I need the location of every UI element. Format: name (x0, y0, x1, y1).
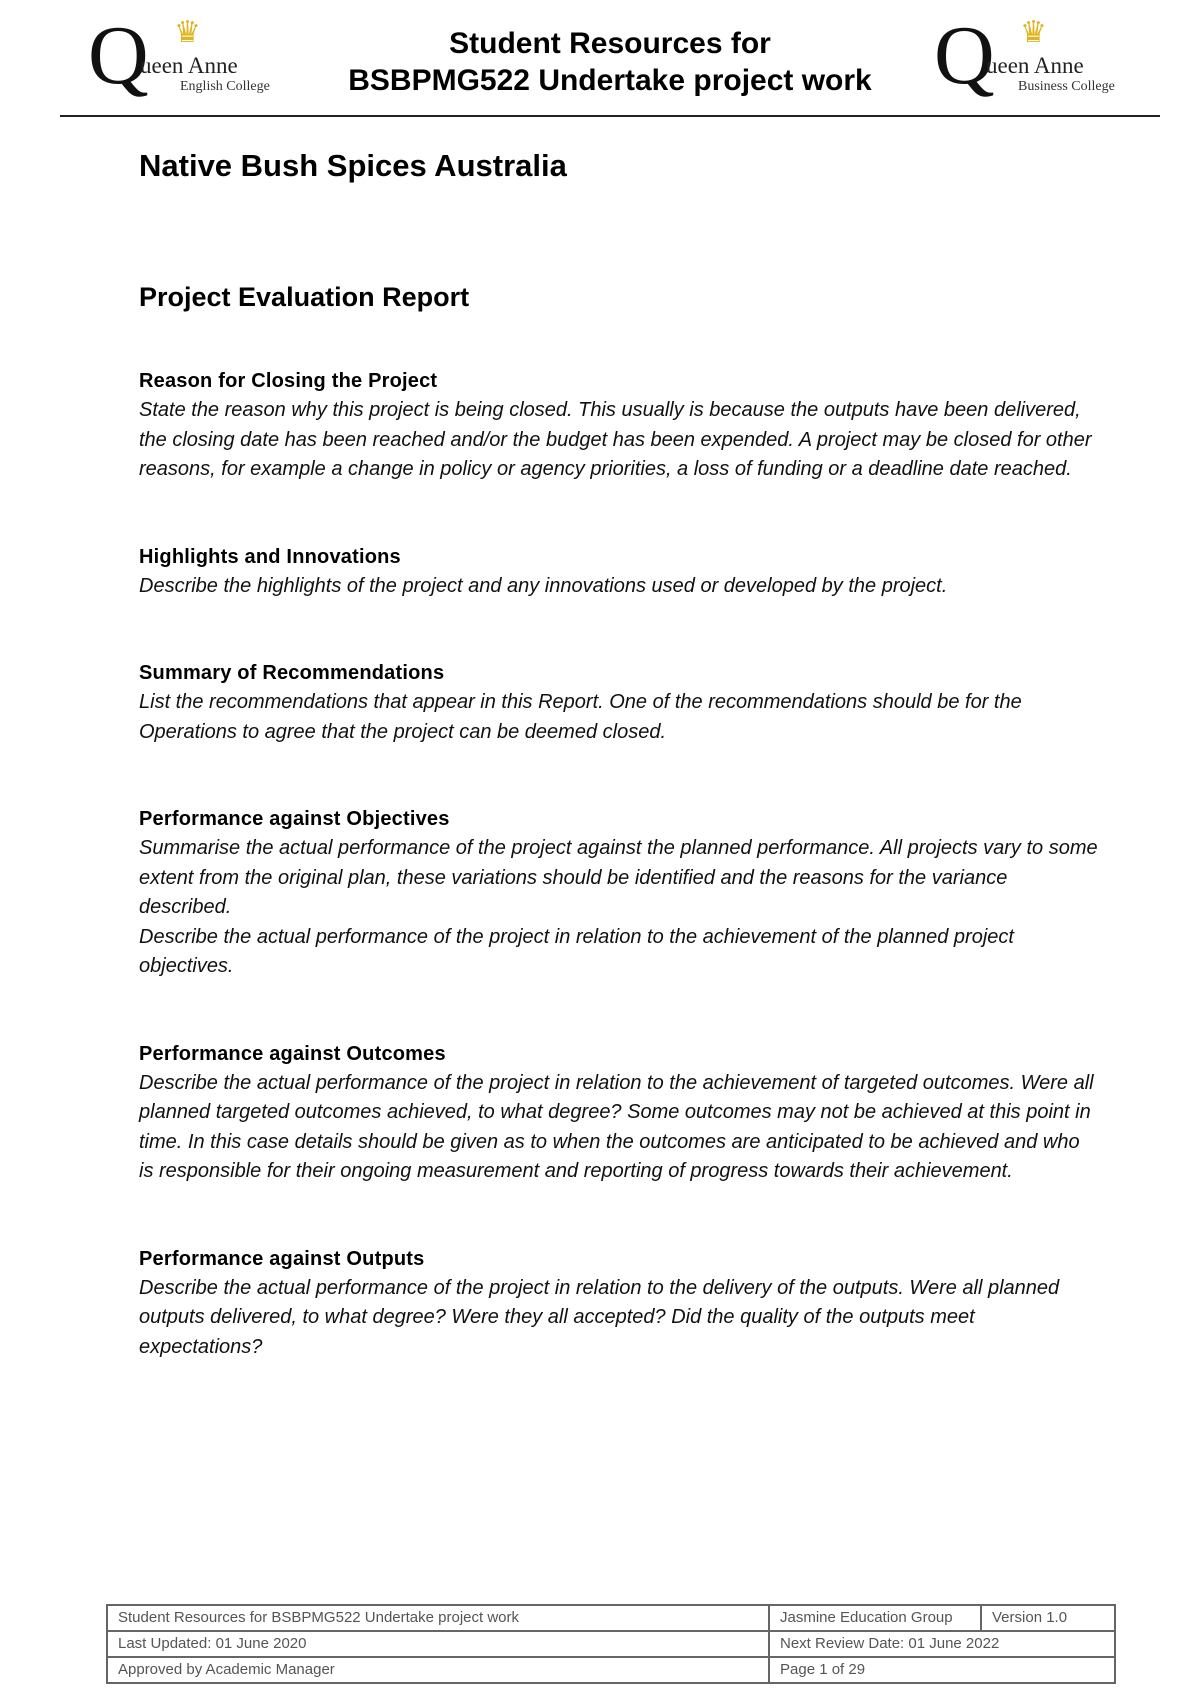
footer-page-number: Page 1 of 29 (769, 1657, 1115, 1683)
footer-row (107, 1605, 1115, 1631)
logo-letter: Q (934, 9, 995, 102)
section-performance-against-objectives (139, 804, 1099, 982)
logo-subtitle: English College (180, 79, 270, 94)
footer-version: Version 1.0 (981, 1605, 1115, 1631)
queen-anne-business-college-logo (934, 9, 1134, 106)
section-text: Describe the actual performance of the project in relation to the achievement of targeted outcomes. Were all planned targeted outcomes achieved, to what degree? Some outcomes may not be achieved at this point in time. In this case details should be given as to when the outcomes are anticipated to be achieved and who is responsible for their ongoing measurement and reporting of progress towards their achievement. (139, 1071, 1094, 1182)
logo-subtitle: Business College (1018, 79, 1115, 94)
page-footer (106, 1604, 1116, 1684)
section-text: Describe the actual performance of the project in relation to the delivery of the outputs. Were all planned outputs delivered, to what degree? Were they all accepted? Did the quality of the outputs meet expectations? (139, 1276, 1060, 1358)
section-heading: Highlights and Innovations (139, 545, 401, 568)
header-title (310, 25, 910, 99)
logo-name: ueen Anne (140, 53, 238, 78)
footer-last-updated: Last Updated: 01 June 2020 (107, 1631, 769, 1657)
section-heading: Performance against Outputs (139, 1247, 425, 1270)
section-text: Describe the actual performance of the project in relation to the achievement of the planned project objectives. (139, 925, 1014, 977)
section-heading: Performance against Outcomes (139, 1042, 446, 1065)
section-highlights-and-innovations (139, 542, 1099, 602)
section-text: State the reason why this project is being closed. This usually is because the outputs have been delivered, the closing date has been reached and/or the budget has been expended. A project may be closed for other reasons, for example a change in policy or agency priorities, a loss of funding or a deadline date reached. (139, 399, 1092, 480)
section-reason-for-closing (139, 366, 1099, 485)
footer-next-review: Next Review Date: 01 June 2022 (769, 1631, 1115, 1657)
queen-anne-english-college-logo (88, 9, 288, 106)
section-heading: Summary of Recommendations (139, 662, 445, 684)
section-performance-against-outcomes (139, 1039, 1099, 1187)
crown-icon: ♛ (174, 16, 201, 49)
logo-name: ueen Anne (986, 53, 1084, 78)
document-body (139, 146, 1099, 1362)
section-summary-of-recommendations (139, 658, 1099, 747)
footer-approved: Approved by Academic Manager (107, 1657, 769, 1683)
section-text: Summarise the actual performance of the project against the planned performance. All projects vary to some extent from the original plan, these variations should be identified and the reasons for the variance described. (139, 837, 1098, 918)
footer-row (107, 1631, 1115, 1657)
crown-icon: ♛ (1020, 16, 1047, 49)
company-name: Native Bush Spices Australia (139, 148, 567, 183)
report-title: Project Evaluation Report (139, 282, 470, 312)
footer-resource: Student Resources for BSBPMG522 Undertake project work (107, 1605, 769, 1631)
section-performance-against-outputs (139, 1244, 1099, 1363)
section-heading: Reason for Closing the Project (139, 370, 438, 392)
header-title-line-1: Student Resources for (449, 27, 771, 60)
footer-organisation: Jasmine Education Group (769, 1605, 981, 1631)
logo-letter: Q (88, 9, 149, 102)
header-title-line-2: BSBPMG522 Undertake project work (348, 64, 872, 97)
page-header (60, 0, 1160, 117)
section-heading: Performance against Objectives (139, 808, 450, 830)
footer-row (107, 1657, 1115, 1683)
section-text: List the recommendations that appear in this Report. One of the recommendations should be for the Operations to agree that the project can be deemed closed. (139, 691, 1022, 743)
section-text: Describe the highlights of the project and any innovations used or developed by the project. (139, 574, 948, 597)
